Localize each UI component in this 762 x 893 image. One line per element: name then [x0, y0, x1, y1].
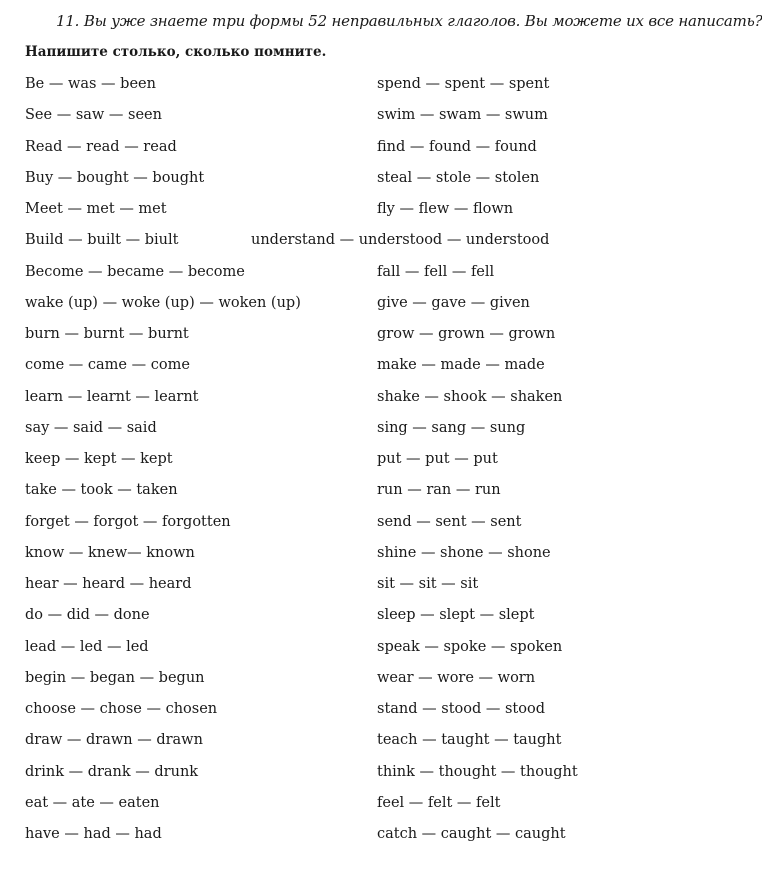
verb-entry: do — did — done — [25, 607, 150, 624]
verb-entry-empty — [377, 230, 578, 261]
verb-entry: swim — swam — swum — [377, 107, 548, 124]
verb-entry: See — saw — seen — [25, 107, 162, 124]
verb-entry: shine — shone — shone — [377, 544, 551, 561]
verb-list-right — [377, 74, 578, 855]
verb-entry: make — made — made — [377, 357, 545, 374]
verb-entry: speak — spoke — spoken — [377, 638, 563, 655]
verb-entry: give — gave — given — [377, 294, 530, 311]
verb-entry: Become — became — become — [25, 263, 245, 280]
verb-entry: feel — felt — felt — [377, 794, 501, 811]
verb-entry: wake (up) — woke (up) — woken (up) — [25, 294, 301, 311]
verb-entry: lead — led — led — [25, 638, 149, 655]
verb-entry: begin — began — begun — [25, 669, 205, 686]
verb-entry: Meet — met — met — [25, 201, 167, 217]
verb-entry: keep — kept — kept — [25, 451, 173, 467]
verb-entry: find — found — found — [377, 138, 537, 155]
verb-entry: burn — burnt — burnt — [25, 326, 189, 342]
verb-entry: put — put — put — [377, 451, 498, 467]
verb-entry: Buy — bought — bought — [25, 169, 205, 186]
exercise-title: 11. Вы уже знаете три формы 52 неправильных глаголов. Вы можете их все написать? — [56, 12, 762, 30]
verb-entry: run — ran — run — [377, 482, 501, 499]
verb-entry: eat — ate — eaten — [25, 794, 160, 811]
verb-entry: wear — wore — worn — [377, 669, 536, 686]
verb-entry: know — knew— known — [25, 544, 195, 561]
verb-entry: learn — learnt — learnt — [25, 388, 199, 405]
verb-entry: sing — sang — sung — [377, 419, 526, 436]
verb-entry: drink — drank — drunk — [25, 763, 199, 780]
verb-entry: have — had — had — [25, 826, 162, 842]
verb-entry: choose — chose — chosen — [25, 701, 218, 717]
verb-entry: say — said — said — [25, 419, 157, 436]
verb-entry: Read — read — read — [25, 138, 177, 155]
verb-entry: Be — was — been — [25, 76, 156, 92]
verb-entry: fall — fell — fell — [377, 263, 495, 280]
verb-entry: come — came — come — [25, 357, 190, 374]
exercise-instruction: Напишите столько, сколько помните. — [25, 44, 327, 60]
verb-entry: take — took — taken — [25, 482, 178, 499]
verb-entry: catch — caught — caught — [377, 826, 566, 842]
verb-entry: teach — taught — taught — [377, 732, 562, 749]
verb-entry: hear — heard — heard — [25, 576, 192, 592]
verb-entry: sleep — slept — slept — [377, 607, 535, 624]
verb-list-left — [25, 74, 301, 855]
verb-entry: forget — forgot — forgotten — [25, 513, 231, 530]
verb-entry: fly — flew — flown — [377, 201, 514, 217]
verb-entry-middle: understand — understood — understood — [251, 232, 550, 248]
verb-entry: draw — drawn — drawn — [25, 732, 203, 749]
verb-entry: think — thought — thought — [377, 763, 578, 780]
verb-entry: stand — stood — stood — [377, 701, 545, 717]
verb-entry: spend — spent — spent — [377, 76, 550, 92]
verb-entry: steal — stole — stolen — [377, 169, 540, 186]
verb-entry: sit — sit — sit — [377, 576, 479, 592]
verb-entry: shake — shook — shaken — [377, 388, 563, 405]
verb-entry: Build — built — biult — [25, 232, 179, 249]
verb-entry: grow — grown — grown — [377, 326, 556, 342]
verb-entry: send — sent — sent — [377, 513, 522, 530]
